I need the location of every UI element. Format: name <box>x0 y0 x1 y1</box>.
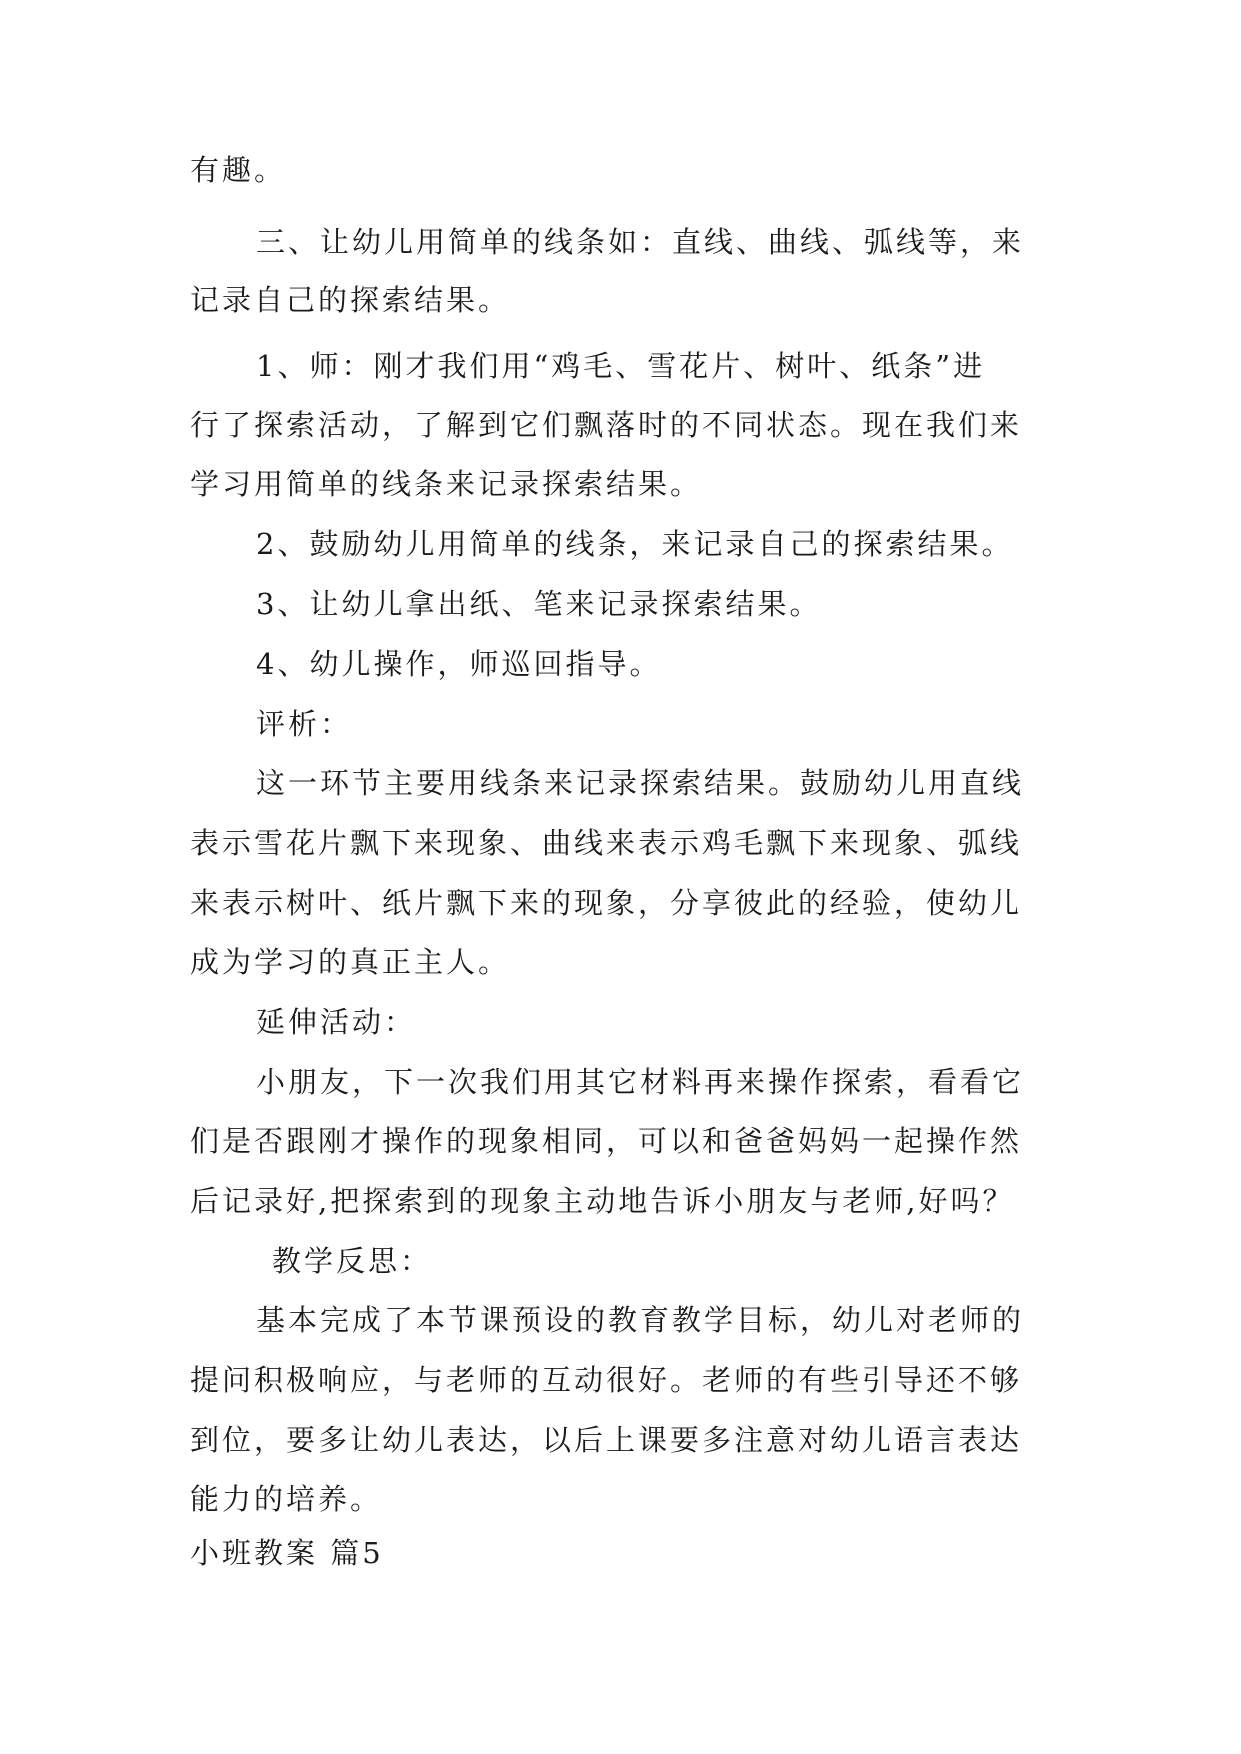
text-line: 基本完成了本节课预设的教育教学目标，幼儿对老师的 <box>256 1303 1025 1337</box>
text-line: 能力的培养。 <box>190 1482 383 1516</box>
text-line: 来表示树叶、纸片飘下来的现象，分享彼此的经验，使幼儿 <box>190 886 1023 920</box>
subheading: 教学反思： <box>272 1244 433 1278</box>
text-line: 学习用简单的线条来记录探索结果。 <box>190 467 703 501</box>
section-heading: 三、让幼儿用简单的线条如：直线、曲线、弧线等，来 <box>256 225 1025 259</box>
text-line: 2、鼓励幼儿用简单的线条，来记录自己的探索结果。 <box>256 527 1014 561</box>
text-line: 成为学习的真正主人。 <box>190 945 511 979</box>
text-line: 提问积极响应，与老师的互动很好。老师的有些引导还不够 <box>190 1363 1023 1397</box>
text-line: 后记录好,把探索到的现象主动地告诉小朋友与老师,好吗？ <box>190 1184 1015 1218</box>
subheading: 评析： <box>256 707 353 741</box>
text-line: 们是否跟刚才操作的现象相同，可以和爸爸妈妈一起操作然 <box>190 1124 1023 1158</box>
text-line: 表示雪花片飘下来现象、曲线来表示鸡毛飘下来现象、弧线 <box>190 826 1023 860</box>
text-line: 4、幼儿操作，师巡回指导。 <box>256 647 662 681</box>
text-line: 行了探索活动，了解到它们飘落时的不同状态。现在我们来 <box>190 408 1023 442</box>
section-title: 小班教案 篇5 <box>190 1536 384 1570</box>
text-line: 有趣。 <box>190 153 287 187</box>
text-line: 到位，要多让幼儿表达，以后上课要多注意对幼儿语言表达 <box>190 1423 1023 1457</box>
text-line: 1、师：刚才我们用“鸡毛、雪花片、树叶、纸条”进 <box>256 349 986 383</box>
subheading: 延伸活动： <box>256 1005 417 1039</box>
text-line: 这一环节主要用线条来记录探索结果。鼓励幼儿用直线 <box>256 766 1025 800</box>
text-line: 小朋友，下一次我们用其它材料再来操作探索，看看它 <box>256 1065 1025 1099</box>
text-line: 记录自己的探索结果。 <box>190 283 511 317</box>
text-line: 3、让幼儿拿出纸、笔来记录探索结果。 <box>256 587 822 621</box>
